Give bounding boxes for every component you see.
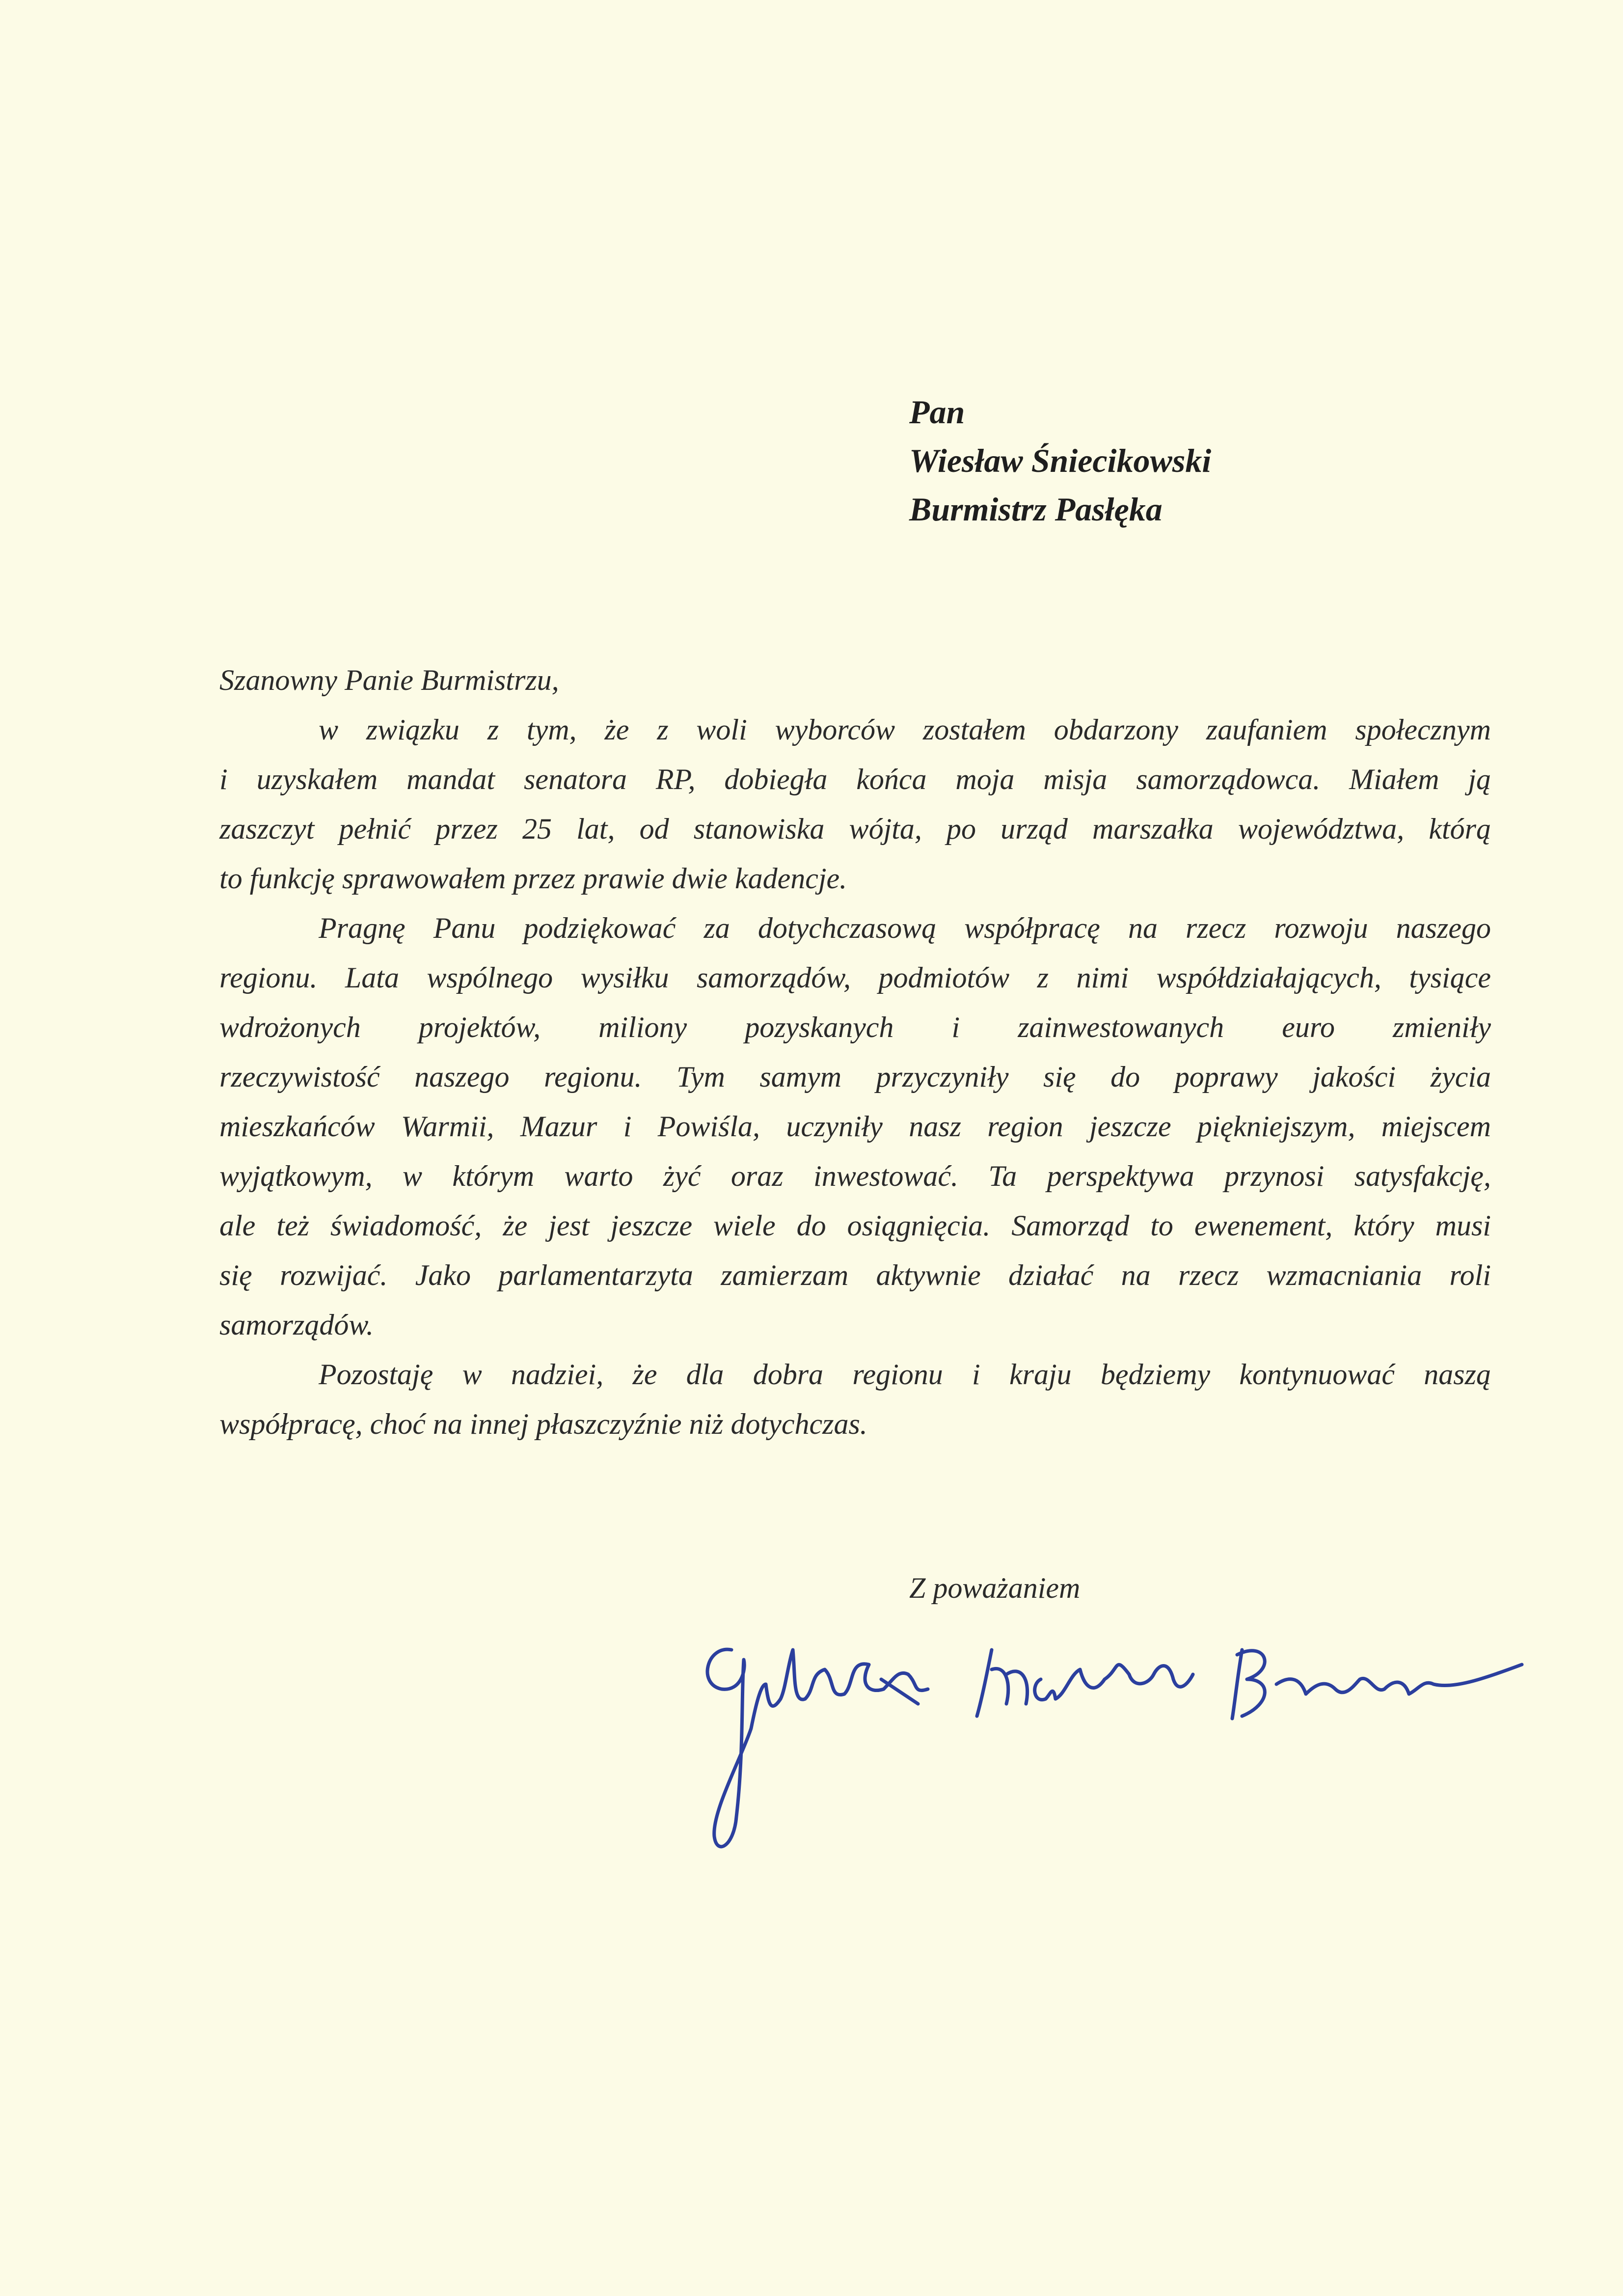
recipient-position: Burmistrz Pasłęka xyxy=(909,491,1163,528)
letter-line: regionu. Lata wspólnego wysiłku samorządów, podmiotów z nimi współdziałających, tysiące xyxy=(219,961,1491,994)
letter-line: i uzyskałem mandat senatora RP, dobiegła końca moja misja samorządowca. Miałem ją xyxy=(219,763,1491,795)
letter-line: współpracę, choć na innej płaszczyźnie niż dotychczas. xyxy=(219,1408,867,1440)
letter-line: Pragnę Panu podziękować za dotychczasową współpracę na rzecz rozwoju naszego xyxy=(319,912,1491,944)
recipient-address xyxy=(909,388,1211,534)
paragraphs xyxy=(219,705,1491,1449)
letter-line: w związku z tym, że z woli wyborców zostałem obdarzony zaufaniem społecznym xyxy=(319,713,1491,746)
letter-line: Pozostaję w nadziei, że dla dobra regionu i kraju będziemy kontynuować naszą xyxy=(319,1358,1491,1391)
letter-line: samorządów. xyxy=(219,1309,374,1341)
recipient-name: Wiesław Śniecikowski xyxy=(909,442,1212,479)
salutation: Szanowny Panie Burmistrzu, xyxy=(219,664,559,696)
letter-line: ale też świadomość, że jest jeszcze wiele do osiągnięcia. Samorząd to ewenement, który musi xyxy=(219,1209,1491,1242)
letter-line: się rozwijać. Jako parlamentarzyta zamierzam aktywnie działać na rzecz wzmacniania roli xyxy=(219,1259,1491,1291)
letter-line: zaszczyt pełnić przez 25 lat, od stanowiska wójta, po urząd marszałka województwa, którą xyxy=(219,813,1491,845)
closing: Z poważaniem xyxy=(909,1572,1081,1604)
letter-line: mieszkańców Warmii, Mazur i Powiśla, uczyniły nasz region jeszcze piękniejszym, miejscem xyxy=(219,1110,1491,1143)
letter-line: to funkcję sprawowałem przez prawie dwie kadencje. xyxy=(219,862,847,895)
signature xyxy=(687,1630,1532,1866)
recipient-title: Pan xyxy=(909,393,965,431)
letter-line: wyjątkowym, w którym warto żyć oraz inwestować. Ta perspektywa przynosi satysfakcję, xyxy=(219,1160,1491,1192)
letter-line: wdrożonych projektów, miliony pozyskanych i zainwestowanych euro zmieniły xyxy=(219,1011,1491,1043)
letter-body xyxy=(219,656,1491,1449)
letter-line: rzeczywistość naszego regionu. Tym samym przyczyniły się do poprawy jakości życia xyxy=(219,1061,1491,1093)
